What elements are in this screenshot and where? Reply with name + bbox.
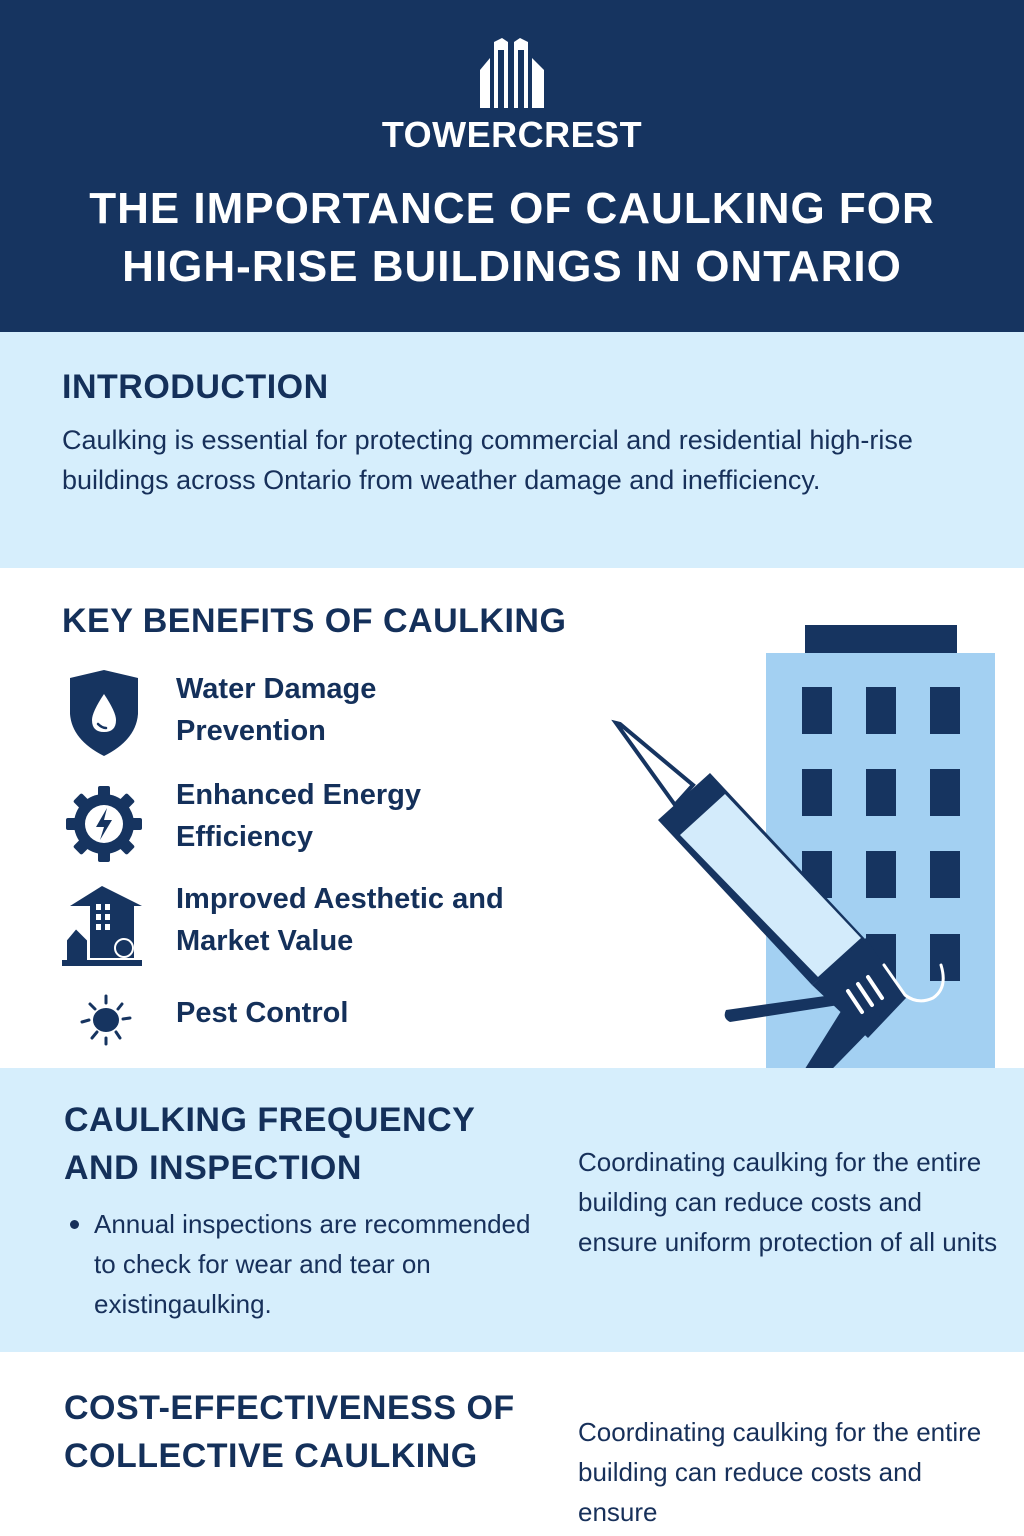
introduction-body: Caulking is essential for protecting commercial and residential high-rise buildings across Ontario from weather damage and inefficiency. [62,425,913,495]
gear-lightning-icon [62,782,152,872]
title-line-2: HIGH-RISE BUILDINGS IN ONTARIO [122,242,902,291]
brand-name: TOWERCREST [381,114,643,155]
caulking-gun-building-illustration [600,620,1024,1120]
introduction-heading: INTRODUCTION [62,368,329,406]
frequency-inspection-section [0,1068,1024,1352]
introduction-section [0,332,1024,568]
frequency-heading: CAULKING FREQUENCY AND INSPECTION [64,1101,476,1187]
shield-water-drop-icon [62,668,152,758]
benefit-label: Improved Aesthetic and Market Value [176,883,504,957]
frequency-side-text: Coordinating caulking for the entire building can reduce costs and ensure uniform protection of all units [578,1147,998,1257]
benefit-label: Water Damage Prevention [176,673,377,747]
bug-icon [76,988,136,1048]
bullet-dot-icon [70,1220,79,1229]
inspection-bullet: Annual inspections are recommended to check for wear and tear on existingaulking. [64,1204,554,1324]
benefit-label: Enhanced Energy Efficiency [176,779,421,853]
cost-heading: COST-EFFECTIVENESS OF COLLECTIVE CAULKING [64,1389,515,1475]
benefit-label: Pest Control [176,997,349,1029]
house-building-icon [62,882,152,972]
benefits-heading: KEY BENEFITS OF CAULKING [62,602,567,640]
tower-buildings-icon [480,36,546,108]
header-banner [0,0,1024,332]
cost-effectiveness-section [0,1352,1024,1536]
cost-side-text: Coordinating caulking for the entire building can reduce costs and ensure [578,1417,982,1527]
page-title [0,180,1024,296]
title-line-1: THE IMPORTANCE OF CAULKING FOR [89,184,935,233]
